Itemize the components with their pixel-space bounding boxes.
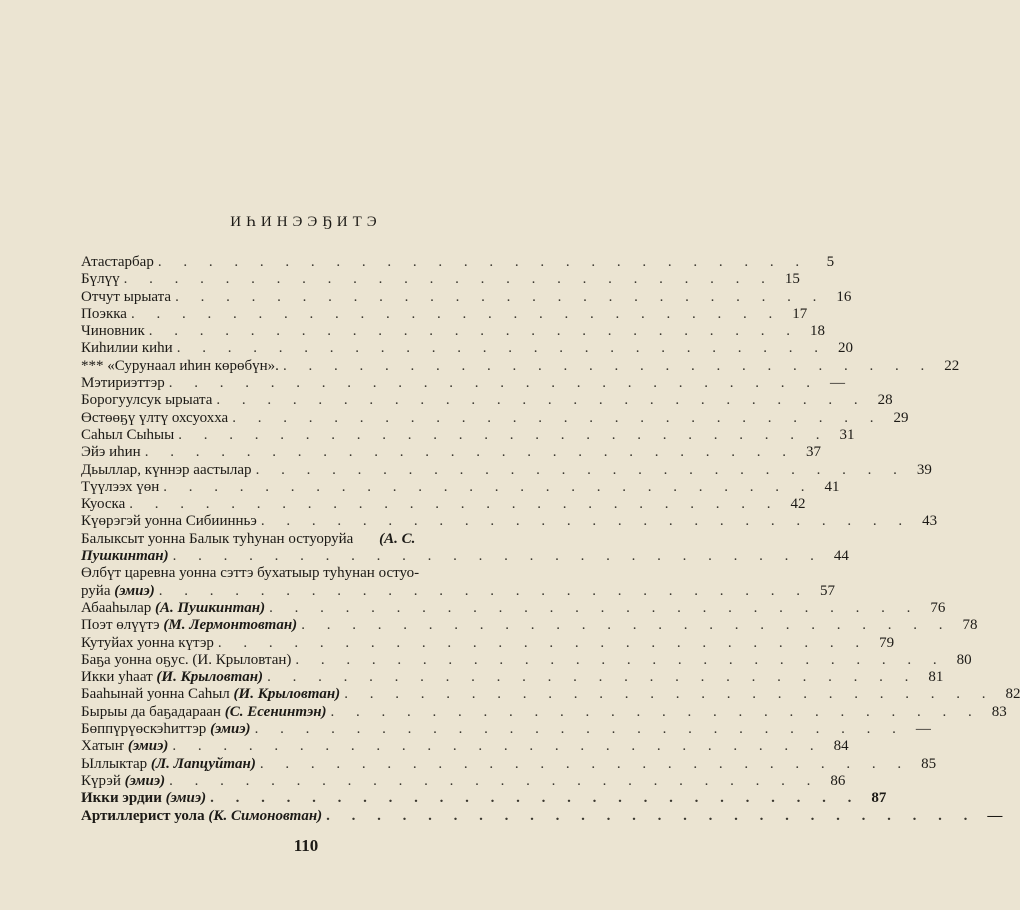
entry-title: Күрэй bbox=[81, 772, 121, 789]
dot-leader: . . . . . . . . . . . . . . . . . . . . . . . . . . bbox=[217, 634, 869, 651]
toc-entry bbox=[81, 513, 938, 530]
toc-entry bbox=[81, 651, 972, 669]
entry-title: Өлбүт царевна уонна сэттэ бухатыыр туһунан остуо- bbox=[81, 565, 420, 582]
entry-author: (эмиэ) bbox=[165, 790, 207, 807]
entry-title: Икки уһаат bbox=[81, 669, 153, 686]
toc-entry bbox=[81, 634, 895, 652]
toc-entry bbox=[81, 426, 855, 444]
toc-entry bbox=[81, 703, 1007, 721]
dot-leader: . . . . . . . . . . . . . . . . . . . . . . . . . . bbox=[267, 669, 918, 686]
page-number: 20 bbox=[837, 340, 853, 357]
dot-leader: . . . . . . . . . . . . . . . . . . . . . . . . . . bbox=[175, 288, 826, 305]
toc-entry bbox=[81, 478, 840, 496]
page-number: 28 bbox=[877, 392, 893, 409]
toc-entry bbox=[81, 357, 960, 375]
page-number: 78 bbox=[962, 617, 978, 634]
toc-entry-continuation bbox=[81, 582, 835, 600]
toc-entry bbox=[81, 409, 909, 427]
toc-entry bbox=[81, 686, 1020, 703]
toc-entry bbox=[81, 444, 821, 461]
entry-title: *** «Сурунаал иһин көрөбүн». bbox=[81, 357, 279, 374]
entry-author: (А. С. bbox=[379, 530, 416, 547]
entry-title: Чиновник bbox=[81, 323, 145, 340]
dot-leader: . . . . . . . . . . . . . . . . . . . . . . . . . . bbox=[163, 478, 814, 495]
toc-entry bbox=[81, 375, 845, 392]
entry-author: (К. Симоновтан) bbox=[208, 807, 323, 824]
entry-title: Мэтириэттэр bbox=[81, 375, 165, 392]
toc-entry bbox=[81, 772, 846, 790]
page-number: 43 bbox=[922, 513, 938, 530]
entry-title: Балыксыт уонна Балык туһунан остуоруйа bbox=[81, 530, 354, 547]
page-number-footer: 110 bbox=[293, 836, 319, 855]
page-number: 37 bbox=[805, 444, 821, 461]
page-number: 16 bbox=[836, 288, 852, 305]
toc-entry bbox=[81, 323, 825, 340]
entry-title: Кутуйах уонна күтэр bbox=[81, 634, 214, 651]
dot-leader: . . . . . . . . . . . . . . . . . . . . . . . . . . bbox=[144, 444, 795, 461]
dot-leader: . . . . . . . . . . . . . . . . . . . . . . . . . . bbox=[254, 721, 905, 738]
dot-leader: . . . . . . . . . . . . . . . . . . . . . . . . . . bbox=[210, 790, 861, 807]
page-number: 76 bbox=[930, 599, 946, 616]
dot-leader: . . . . . . . . . . . . . . . . . . . . . . . . . . bbox=[344, 686, 995, 703]
page-title: ИҺИНЭЭҔИТЭ bbox=[230, 214, 382, 230]
entry-author: (А. Пушкинтан) bbox=[155, 599, 266, 616]
entry-author: (эмиэ) bbox=[210, 721, 251, 738]
page-number: 86 bbox=[830, 772, 846, 789]
entry-title: Атастарбар bbox=[81, 254, 154, 270]
dot-leader: . . . . . . . . . . . . . . . . . . . . . . . . . . bbox=[158, 582, 809, 599]
entry-title: Отчут ырыата bbox=[81, 288, 172, 305]
toc-entry bbox=[81, 496, 806, 513]
page-number: 57 bbox=[820, 582, 835, 599]
dot-leader: . . . . . . . . . . . . . . . . . . . . . . . . . . bbox=[148, 323, 799, 340]
page-number: — bbox=[987, 807, 1003, 824]
page-number: 5 bbox=[826, 254, 835, 270]
page-number: 18 bbox=[809, 323, 825, 340]
table-of-contents bbox=[81, 254, 1020, 825]
dot-leader: . . . . . . . . . . . . . . . . . . . . . . . . . . bbox=[330, 703, 981, 720]
entry-title: Бөппүрүөскэһиттэр bbox=[81, 721, 207, 738]
entry-title: Бүлүү bbox=[81, 271, 120, 288]
page-number: 83 bbox=[991, 703, 1007, 720]
toc-entry bbox=[81, 807, 1003, 825]
entry-title: Бааһынай уонна Саһыл bbox=[81, 686, 230, 703]
page-number: 42 bbox=[790, 496, 806, 513]
entry-title: Түүлээх үөн bbox=[81, 478, 160, 495]
dot-leader: . . . . . . . . . . . . . . . . . . . . . . . . . . bbox=[168, 375, 819, 392]
dot-leader: . . . . . . . . . . . . . . . . . . . . . . . . . . bbox=[172, 738, 823, 755]
toc-entry bbox=[81, 305, 808, 323]
toc-entry bbox=[81, 271, 800, 288]
toc-entry bbox=[81, 755, 937, 773]
entry-title: Ыллыктар bbox=[81, 755, 148, 772]
dot-leader: . . . . . . . . . . . . . . . . . . . . . . . . . . bbox=[157, 254, 809, 270]
entry-title: Борогуулсук ырыата bbox=[81, 392, 213, 409]
toc-entry bbox=[81, 461, 932, 479]
page-number: 80 bbox=[956, 651, 972, 668]
entry-title: Поэт өлүүтэ bbox=[81, 617, 160, 634]
toc-entry bbox=[81, 565, 581, 582]
toc-entry bbox=[81, 617, 978, 634]
dot-leader: . . . . . . . . . . . . . . . . . . . . . . . . . . bbox=[216, 392, 867, 409]
entry-author: (М. Лермонтовтан) bbox=[163, 617, 298, 634]
entry-title: Саһыл Сыһыы bbox=[81, 426, 175, 443]
entry-title: Киһилии киһи bbox=[81, 340, 173, 357]
dot-leader: . . . . . . . . . . . . . . . . . . . . . . . . . . bbox=[178, 426, 829, 443]
dot-leader: . . . . . . . . . . . . . . . . . . . . . . . . . . bbox=[301, 617, 952, 634]
page-number: 29 bbox=[893, 409, 909, 426]
entry-title: Икки эрдии bbox=[81, 790, 162, 807]
dot-leader: . . . . . . . . . . . . . . . . . . . . . . . . . . bbox=[269, 599, 920, 616]
page-number: 41 bbox=[824, 478, 840, 495]
dot-leader: . . . . . . . . . . . . . . . . . . . . . . . . . . bbox=[295, 651, 946, 668]
entry-title: Баҕа уонна оҕус. (И. Крыловтан) bbox=[81, 651, 292, 668]
toc-entry bbox=[81, 790, 887, 807]
dot-leader: . . . . . . . . . . . . . . . . . . . . . . . . . . bbox=[129, 496, 780, 513]
entry-title: Эйэ иһин bbox=[81, 444, 141, 461]
dot-leader: . . . . . . . . . . . . . . . . . . . . . . . . . . bbox=[255, 461, 906, 478]
dot-leader: . . . . . . . . . . . . . . . . . . . . . . . . . . bbox=[282, 357, 934, 374]
dot-leader: . . . . . . . . . . . . . . . . . . . . . . . . . . bbox=[176, 340, 827, 357]
entry-title: Күөрэгэй уонна Сибиинньэ bbox=[81, 513, 257, 530]
entry-author: (эмиэ) bbox=[124, 772, 166, 789]
page-number: 87 bbox=[871, 790, 887, 807]
toc-entry bbox=[81, 392, 893, 409]
toc-entry bbox=[81, 599, 946, 617]
dot-leader: . . . . . . . . . . . . . . . . . . . . . . . . . . bbox=[172, 548, 823, 565]
page-number: — bbox=[830, 375, 845, 392]
page-number: 31 bbox=[839, 426, 855, 443]
page-number: 84 bbox=[833, 738, 849, 755]
entry-title: Дьыллар, күннэр аастылар bbox=[81, 461, 252, 478]
toc-entry-continuation bbox=[81, 548, 849, 565]
entry-title: Хатыҥ bbox=[81, 738, 125, 755]
page-number: 81 bbox=[928, 669, 944, 686]
dot-leader: . . . . . . . . . . . . . . . . . . . . . . . . . . bbox=[260, 513, 912, 530]
dot-leader: . . . . . . . . . . . . . . . . . . . . . . . . . . bbox=[259, 755, 911, 772]
toc-entry bbox=[81, 721, 931, 738]
toc-entry bbox=[81, 340, 853, 357]
toc-entry bbox=[81, 531, 581, 548]
entry-author: (эмиэ) bbox=[114, 582, 155, 599]
page-number: 82 bbox=[1005, 686, 1020, 703]
entry-title: Артиллерист уола bbox=[81, 807, 205, 824]
entry-title: Абааһылар bbox=[81, 599, 152, 616]
dot-leader: . . . . . . . . . . . . . . . . . . . . . . . . . . bbox=[123, 271, 774, 288]
page-number: 17 bbox=[792, 305, 808, 322]
entry-author: (И. Крыловтан) bbox=[156, 669, 264, 686]
entry-title: Бырыы да баҕадараан bbox=[81, 703, 221, 720]
page-number: 44 bbox=[833, 548, 849, 565]
toc-entry bbox=[81, 738, 849, 755]
page-number: 15 bbox=[784, 271, 800, 288]
entry-author: (эмиэ) bbox=[127, 738, 169, 755]
entry-author: Пушкинтан) bbox=[81, 548, 169, 565]
page-number: 79 bbox=[879, 634, 895, 651]
page-number: — bbox=[915, 721, 931, 738]
dot-leader: . . . . . . . . . . . . . . . . . . . . . . . . . . bbox=[169, 772, 820, 789]
toc-entry bbox=[81, 254, 835, 271]
entry-author: (С. Есенинтэн) bbox=[224, 703, 327, 720]
toc-entry bbox=[81, 669, 944, 686]
entry-author: (И. Крыловтан) bbox=[233, 686, 341, 703]
toc-entry bbox=[81, 288, 852, 306]
entry-title: Поэкка bbox=[81, 305, 127, 322]
entry-title: Өстөөҕү үлтү охсуохха bbox=[81, 409, 229, 426]
entry-title: руйа bbox=[81, 582, 111, 599]
page-number: 22 bbox=[944, 357, 960, 374]
dot-leader: . . . . . . . . . . . . . . . . . . . . . . . . . . bbox=[326, 807, 977, 824]
dot-leader: . . . . . . . . . . . . . . . . . . . . . . . . . . bbox=[130, 305, 782, 322]
entry-title: Куоска bbox=[81, 496, 126, 513]
page-number: 39 bbox=[916, 461, 932, 478]
page-number: 85 bbox=[921, 755, 937, 772]
dot-leader: . . . . . . . . . . . . . . . . . . . . . . . . . . bbox=[232, 409, 883, 426]
entry-author: (Л. Лапцуйтан) bbox=[150, 755, 256, 772]
